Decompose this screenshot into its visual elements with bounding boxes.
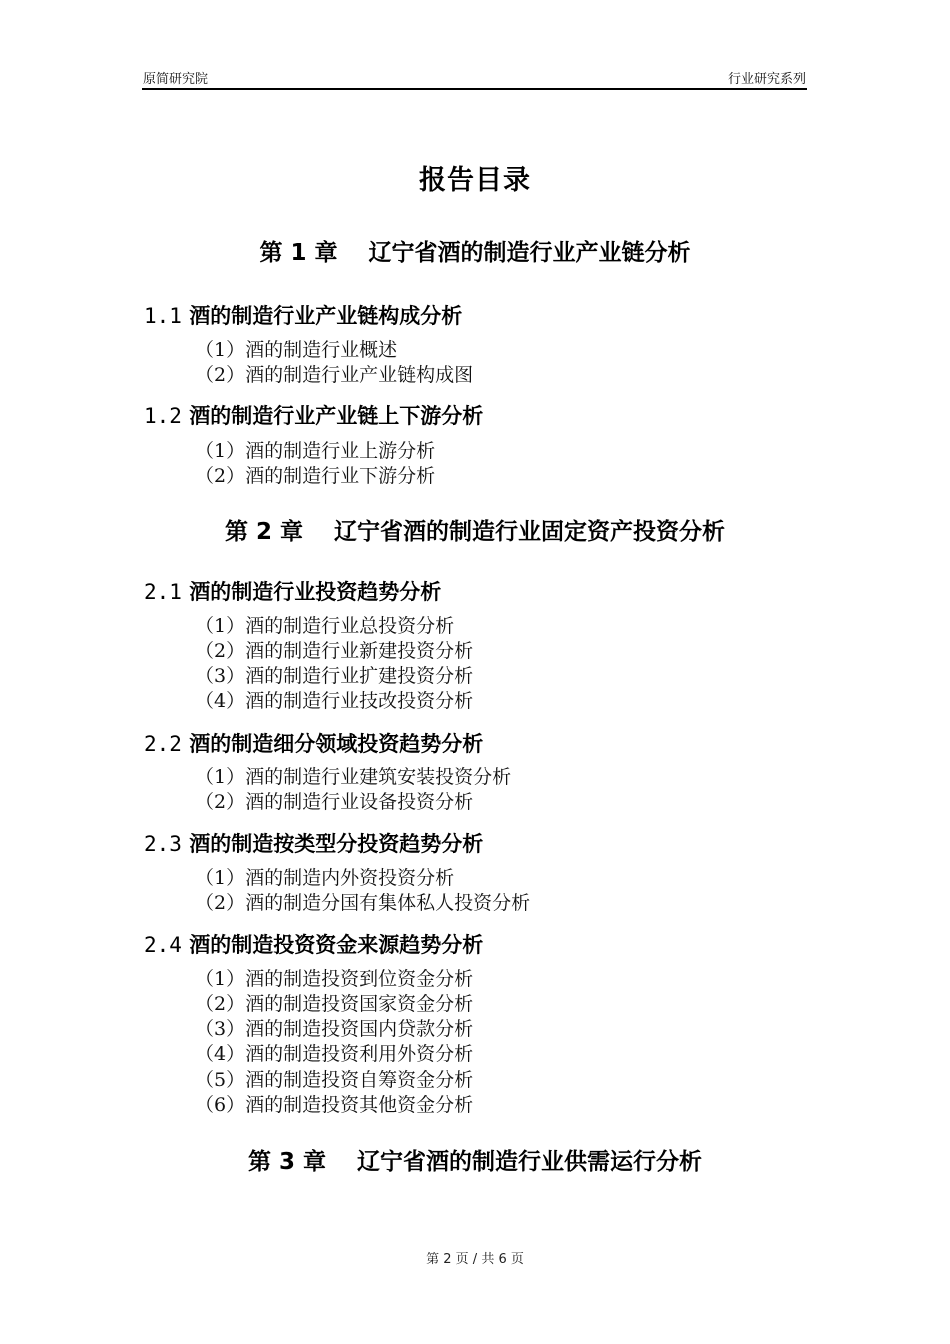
toc-item: （5）酒的制造投资自筹资金分析	[195, 1069, 474, 1091]
toc-item: （3）酒的制造投资国内贷款分析	[195, 1018, 474, 1040]
toc-item: （2）酒的制造分国有集体私人投资分析	[195, 892, 531, 914]
toc-item: （6）酒的制造投资其他资金分析	[195, 1094, 474, 1116]
toc-item: （1）酒的制造行业概述	[195, 339, 398, 361]
section-2-3-heading: 2.3 酒的制造按类型分投资趋势分析	[144, 832, 484, 856]
toc-item: （1）酒的制造投资到位资金分析	[195, 968, 474, 990]
page-title: 报告目录	[419, 165, 531, 196]
header-org-name: 原简研究院	[143, 72, 209, 87]
page-number: 第 2 页 / 共 6 页	[426, 1252, 524, 1267]
section-2-2-heading: 2.2 酒的制造细分领域投资趋势分析	[144, 732, 484, 756]
section-1-1-heading: 1.1 酒的制造行业产业链构成分析	[144, 304, 463, 328]
toc-item: （2）酒的制造行业下游分析	[195, 465, 436, 487]
toc-item: （1）酒的制造行业上游分析	[195, 440, 436, 462]
toc-item: （2）酒的制造投资国家资金分析	[195, 993, 474, 1015]
toc-item: （1）酒的制造行业建筑安装投资分析	[195, 766, 512, 788]
toc-item: （2）酒的制造行业新建投资分析	[195, 640, 474, 662]
toc-item: （1）酒的制造内外资投资分析	[195, 867, 455, 889]
section-2-4-heading: 2.4 酒的制造投资资金来源趋势分析	[144, 933, 484, 957]
header-divider	[142, 88, 807, 90]
chapter-2-heading: 第 2 章 辽宁省酒的制造行业固定资产投资分析	[224, 519, 726, 545]
toc-item: （3）酒的制造行业扩建投资分析	[195, 665, 474, 687]
header-series-name: 行业研究系列	[727, 72, 806, 87]
section-1-2-heading: 1.2 酒的制造行业产业链上下游分析	[144, 404, 484, 428]
toc-item: （2）酒的制造行业产业链构成图	[195, 364, 474, 386]
section-2-1-heading: 2.1 酒的制造行业投资趋势分析	[144, 580, 442, 604]
toc-item: （4）酒的制造投资利用外资分析	[195, 1043, 474, 1065]
chapter-3-heading: 第 3 章 辽宁省酒的制造行业供需运行分析	[247, 1149, 703, 1175]
toc-item: （2）酒的制造行业设备投资分析	[195, 791, 474, 813]
toc-item: （4）酒的制造行业技改投资分析	[195, 690, 474, 712]
chapter-1-heading: 第 1 章 辽宁省酒的制造行业产业链分析	[259, 240, 691, 266]
toc-item: （1）酒的制造行业总投资分析	[195, 615, 455, 637]
